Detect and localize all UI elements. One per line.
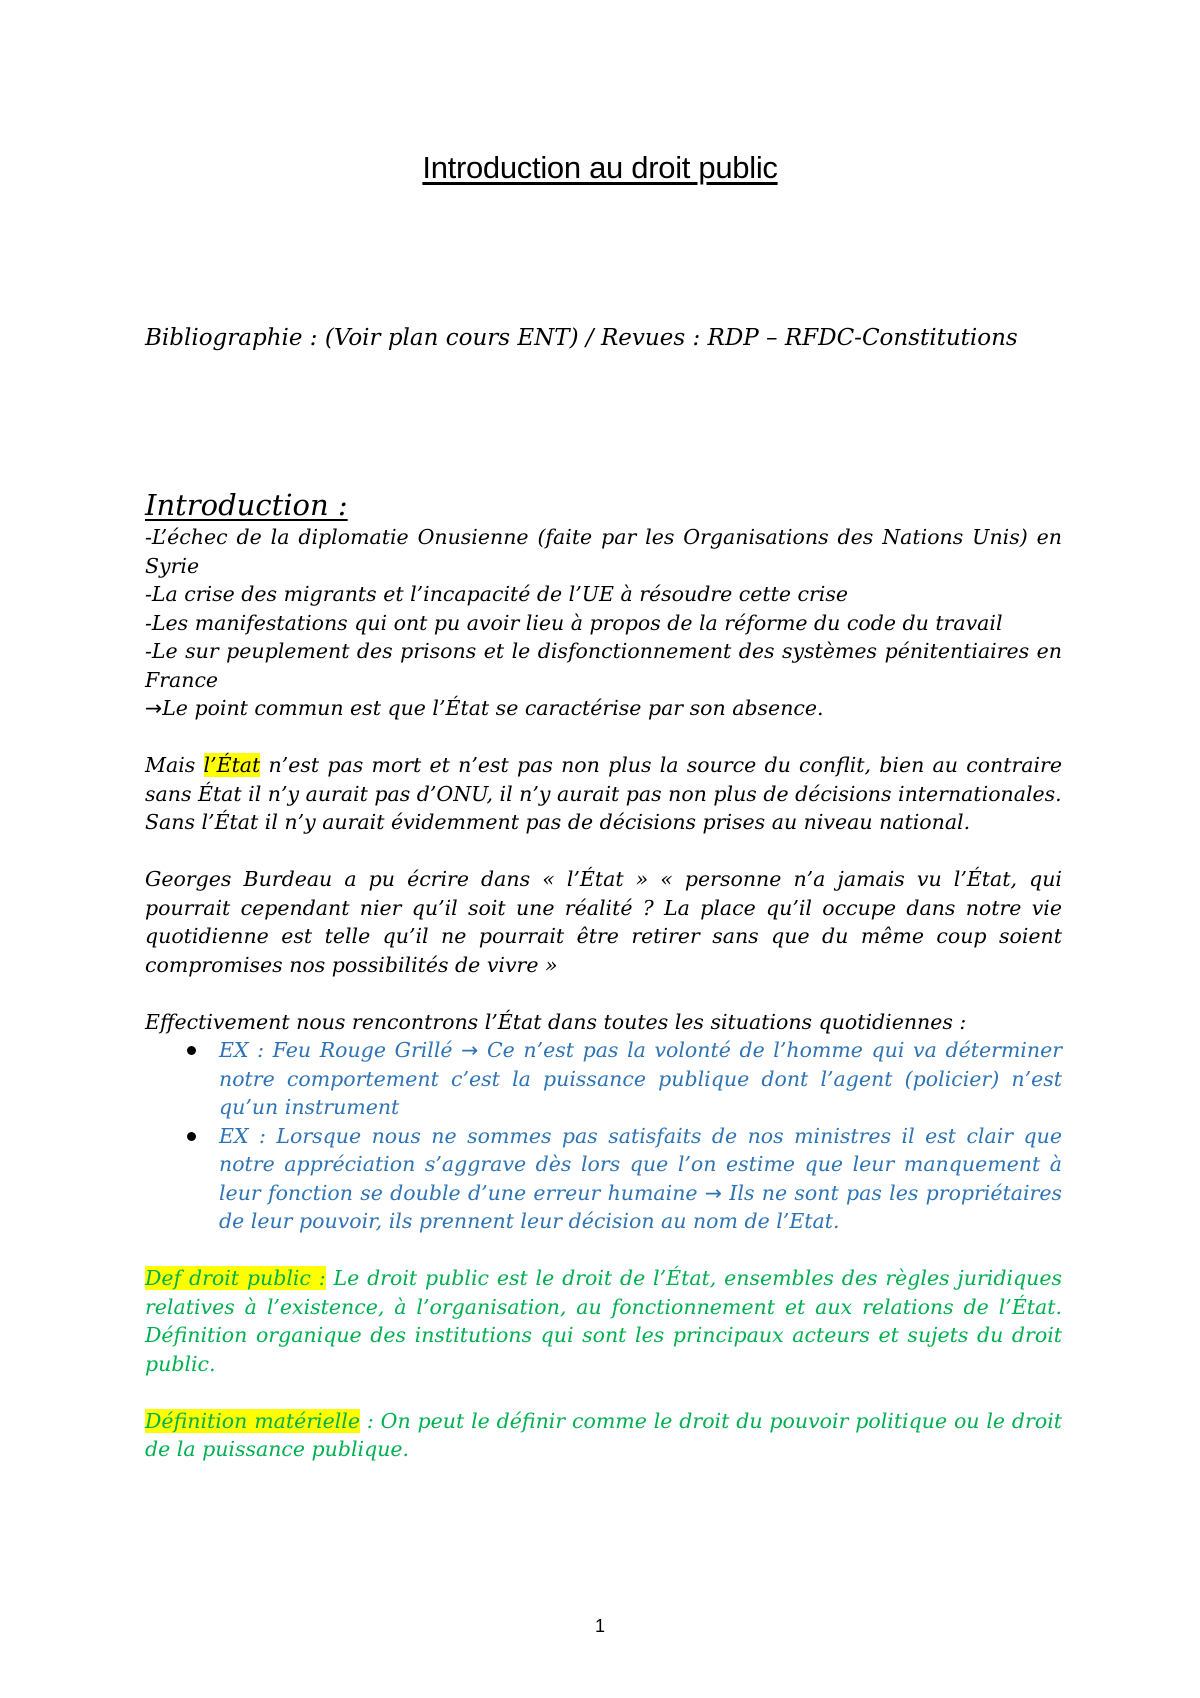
arrow-right-icon: → (145, 696, 163, 720)
definition-droit-public: Def droit public : Le droit public est le droit de l’État, ensembles des règles juridiques relatives à l’existence, à l’organisation, au fonctionnement et aux relations de l’État. Définition organique des institutions qui sont les principaux acteurs et sujets du droit public. (145, 1266, 1062, 1376)
examples-list (145, 1036, 1062, 1236)
paragraph-burdeau: Georges Burdeau a pu écrire dans « l’État » « personne n’a jamais vu l’État, qui pourrait cependant nier qu’il soit une réalité ? La place qu’il occupe dans notre vie quotidienne est telle qu’il ne pourrait être retirer sans que du même coup soient compromises nos possibilités de vivre » (145, 867, 1062, 977)
bullet-icon (187, 1046, 196, 1055)
intro-line-4: -Le sur peuplement des prisons et le disfonctionnement des systèmes pénitentiaires en France (145, 639, 1062, 692)
arrow-right-icon: → (461, 1038, 479, 1062)
example-item-2: EX : Lorsque nous ne sommes pas satisfaits de nos ministres il est clair que notre appréciation s’aggrave dès lors que l’on estime que leur manquement à leur fonction se double d’une erreur humaine → Ils ne sont pas les propriétaires de leur pouvoir, ils prennent leur décision au nom de l’Etat. (145, 1122, 1062, 1236)
bibliography-line: Bibliographie : (Voir plan cours ENT) / Revues : RDP – RFDC-Constitutions (145, 325, 1018, 351)
page-number: 1 (594, 1616, 605, 1636)
conclusion-text: Le point commun est que l’État se caractérise par son absence. (162, 696, 824, 720)
def-materielle-label-highlight: Définition matérielle (145, 1408, 360, 1433)
def-label-highlight: Def droit public : (145, 1266, 326, 1290)
conclusion-line (145, 694, 1062, 723)
example-item-1: EX : Feu Rouge Grillé → Ce n’est pas la volonté de l’homme qui va déterminer notre comportement c’est la puissance publique dont l’agent (policier) n’est qu’un instrument (145, 1036, 1062, 1122)
highlight-etat: l’État (203, 753, 261, 777)
introduction-body (145, 523, 1062, 1492)
intro-line-1: -L’échec de la diplomatie Onusienne (faite par les Organisations des Nations Unis) en Syrie (145, 525, 1062, 578)
paragraph-mais-line2: Sans l’État il n’y aurait évidemment pas de décisions prises au niveau national. (145, 810, 971, 834)
page-title: Introduction au droit public (422, 150, 778, 185)
intro-line-2: -La crise des migrants et l’incapacité de l’UE à résoudre cette crise (145, 582, 849, 606)
introduction-heading: Introduction : (145, 488, 348, 522)
paragraph-mais: Mais l’État n’est pas mort et n’est pas non plus la source du conflit, bien au contraire sans État il n’y aurait pas d’ONU, il n’y aurait pas non plus de décisions internationales. (145, 753, 1062, 806)
definition-materielle: Définition matérielle : On peut le définir comme le droit du pouvoir politique ou le droit de la puissance publique. (145, 1408, 1062, 1461)
bullet-icon (187, 1132, 196, 1141)
paragraph-effectivement: Effectivement nous rencontrons l’État dans toutes les situations quotidiennes : (145, 1009, 967, 1034)
intro-line-3: -Les manifestations qui ont pu avoir lieu à propos de la réforme du code du travail (145, 610, 1003, 635)
arrow-right-icon: → (704, 1180, 723, 1205)
